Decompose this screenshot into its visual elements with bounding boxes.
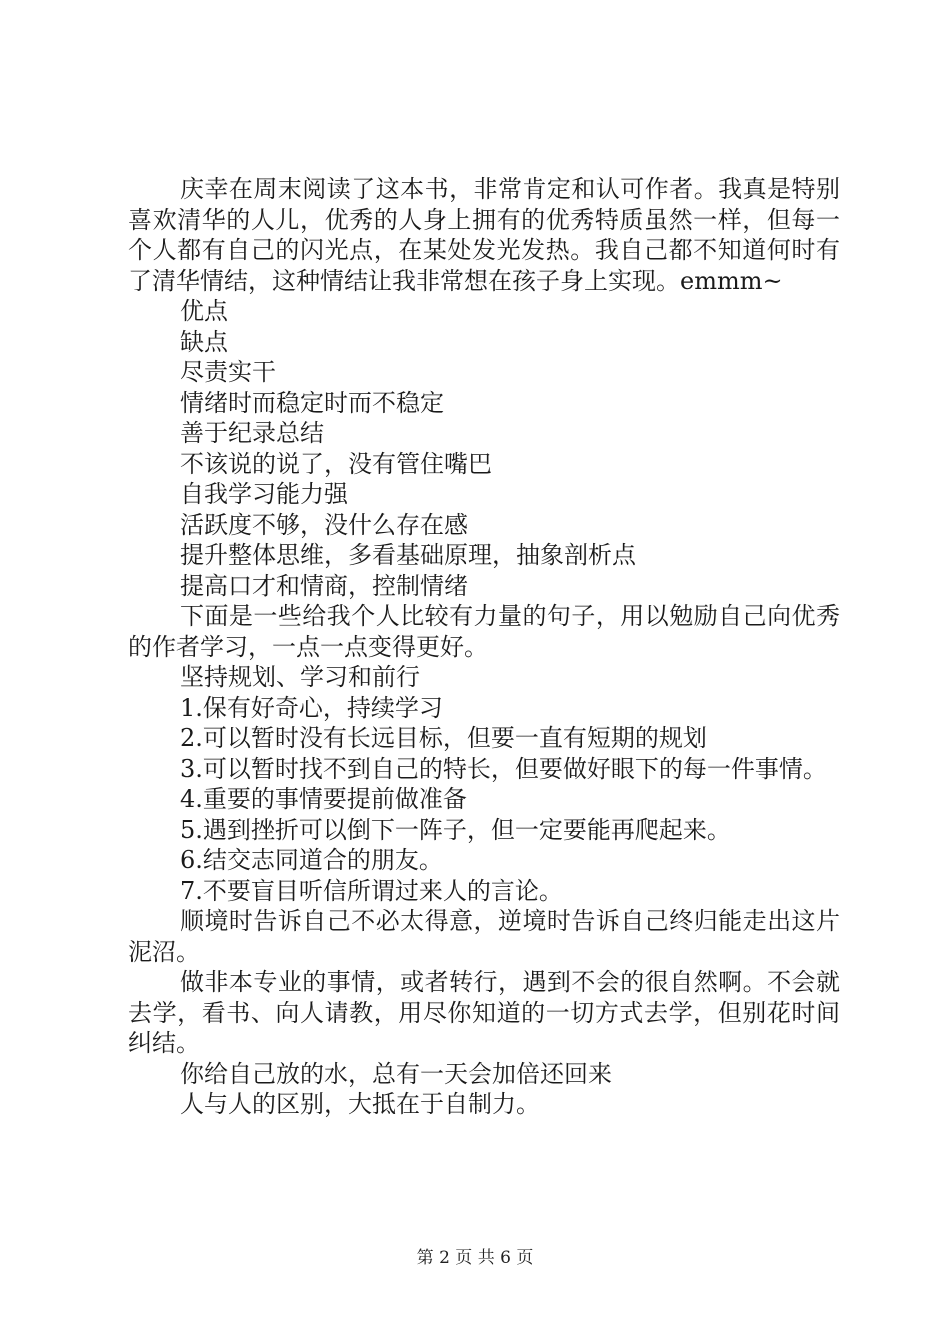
paragraph-quotes-intro: 下面是一些给我个人比较有力量的句子，用以勉励自己向优秀的作者学习，一点一点变得更好。 <box>128 602 840 661</box>
paragraph-intro: 庆幸在周末阅读了这本书，非常肯定和认可作者。我真是特别喜欢清华的人儿，优秀的人身上拥有的优秀特质虽然一样，但每一个人都有自己的闪光点，在某处发光发热。我自己都不知道何时有了清华情结，这种情结让我非常想在孩子身上实现。emmm~ <box>128 175 840 295</box>
list-item: 2.可以暂时没有长远目标，但要一直有短期的规划 <box>180 724 707 752</box>
list-item: 5.遇到挫折可以倒下一阵子，但一定要能再爬起来。 <box>180 815 731 844</box>
paragraph-item: 善于纪录总结 <box>180 419 324 447</box>
paragraph-section-title: 坚持规划、学习和前行 <box>180 663 420 691</box>
paragraph-item: 自我学习能力强 <box>180 480 348 508</box>
paragraph-item: 提升整体思维，多看基础原理，抽象剖析点 <box>180 541 636 569</box>
paragraph-quote: 你给自己放的水，总有一天会加倍还回来 <box>180 1059 612 1088</box>
page-number-footer: 第 2 页 共 6 页 <box>416 1248 534 1268</box>
document-body <box>128 174 840 1120</box>
paragraph-heading-weaknesses: 缺点 <box>180 327 228 356</box>
list-item: 3.可以暂时找不到自己的特长，但要做好眼下的每一件事情。 <box>180 754 827 783</box>
paragraph-item: 尽责实干 <box>180 358 276 386</box>
paragraph-item: 不该说的说了，没有管住嘴巴 <box>180 449 492 478</box>
list-item: 1.保有好奇心，持续学习 <box>180 693 443 722</box>
list-item: 4.重要的事情要提前做准备 <box>180 785 467 813</box>
list-item: 6.结交志同道合的朋友。 <box>180 846 443 874</box>
paragraph-item: 活跃度不够，没什么存在感 <box>180 510 468 539</box>
paragraph-quote: 顺境时告诉自己不必太得意，逆境时告诉自己终归能走出这片泥沼。 <box>128 907 840 966</box>
paragraph-item: 提高口才和情商，控制情绪 <box>180 571 468 600</box>
paragraph-heading-strengths: 优点 <box>180 297 228 325</box>
paragraph-item: 情绪时而稳定时而不稳定 <box>180 388 444 417</box>
paragraph-quote: 人与人的区别，大抵在于自制力。 <box>180 1090 540 1118</box>
list-item: 7.不要盲目听信所谓过来人的言论。 <box>180 876 563 905</box>
paragraph-quote: 做非本专业的事情，或者转行，遇到不会的很自然啊。不会就去学，看书、向人请教，用尽你知道的一切方式去学，但别花时间纠结。 <box>128 968 840 1057</box>
